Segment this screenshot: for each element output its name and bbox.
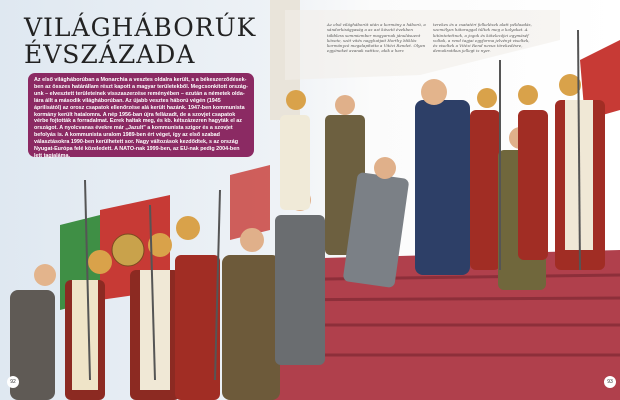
caption-column-2: terekes és a csatatéri felkelések alatt példaadás, személyes hátoraggal tűltek meg a kolyakat. A kitüntetettnek, a jogok és kötelezőjei egymáséf voltak, a rend tagjai egyforma jelvényt viseltek, és viseltek a Vitézi Rend nevus törekedésre, demokratikus jellegt is nyer.	[433, 22, 532, 54]
page-title	[24, 14, 256, 68]
title-line-1: VILÁGHÁBORÚK	[24, 13, 257, 42]
page-number-left: 92	[7, 376, 19, 388]
title-line-2: ÉVSZÁZADA	[24, 40, 196, 69]
intro-text-box: Az első világháborúban a Monarchia a vesztes oldalra került, s a békeszerződésekben az összes határállam részt kapott a magyar területekből. Megcsonkított országunk – elvesztett területeinek visszaszerzése reményében – ezután a németek oldalára állt a második világháborúban. Az újabb vesztes háború végén (1945 áprilisától) az orosz csapatok ellenőrzése alá került hazánk. 1947-ben kommunista kormány került hatalomra. A nép 1956-ban újra fellázadt, de a szovjet csapatok vérbe fojtották a forradalmat. Ezrek haltak meg, és kb. kétszázezren hagyták el az országot. A nyolcvanas évekre már „Jazult" a kommunista szigor és a szovjet befolyás is. A kommunista uralom 1989-ben ért véget, így az első szabad választásokra 1990-ben kerülhetett sor. Nagy változások kezdődtek, s az ország Nyugat-Európa felé közeledett. A NATO-nak 1999-ben, az EU-nak pedig 2004-ben lett tagjaláma.	[28, 73, 254, 157]
caption-column-1: Az első világháborút után a kormány a háború, a sándorkiságyaság a az azt követő években tábbless semmiember magyarnak jánulásuent követe, szét vités nagyhatjait Horthy Miklós kormányzó megalapította a Vitézi Rendet. Olyan egyéneket avanak vatttoz, akik a harc	[327, 22, 426, 54]
page-number-right: 93	[604, 376, 616, 388]
